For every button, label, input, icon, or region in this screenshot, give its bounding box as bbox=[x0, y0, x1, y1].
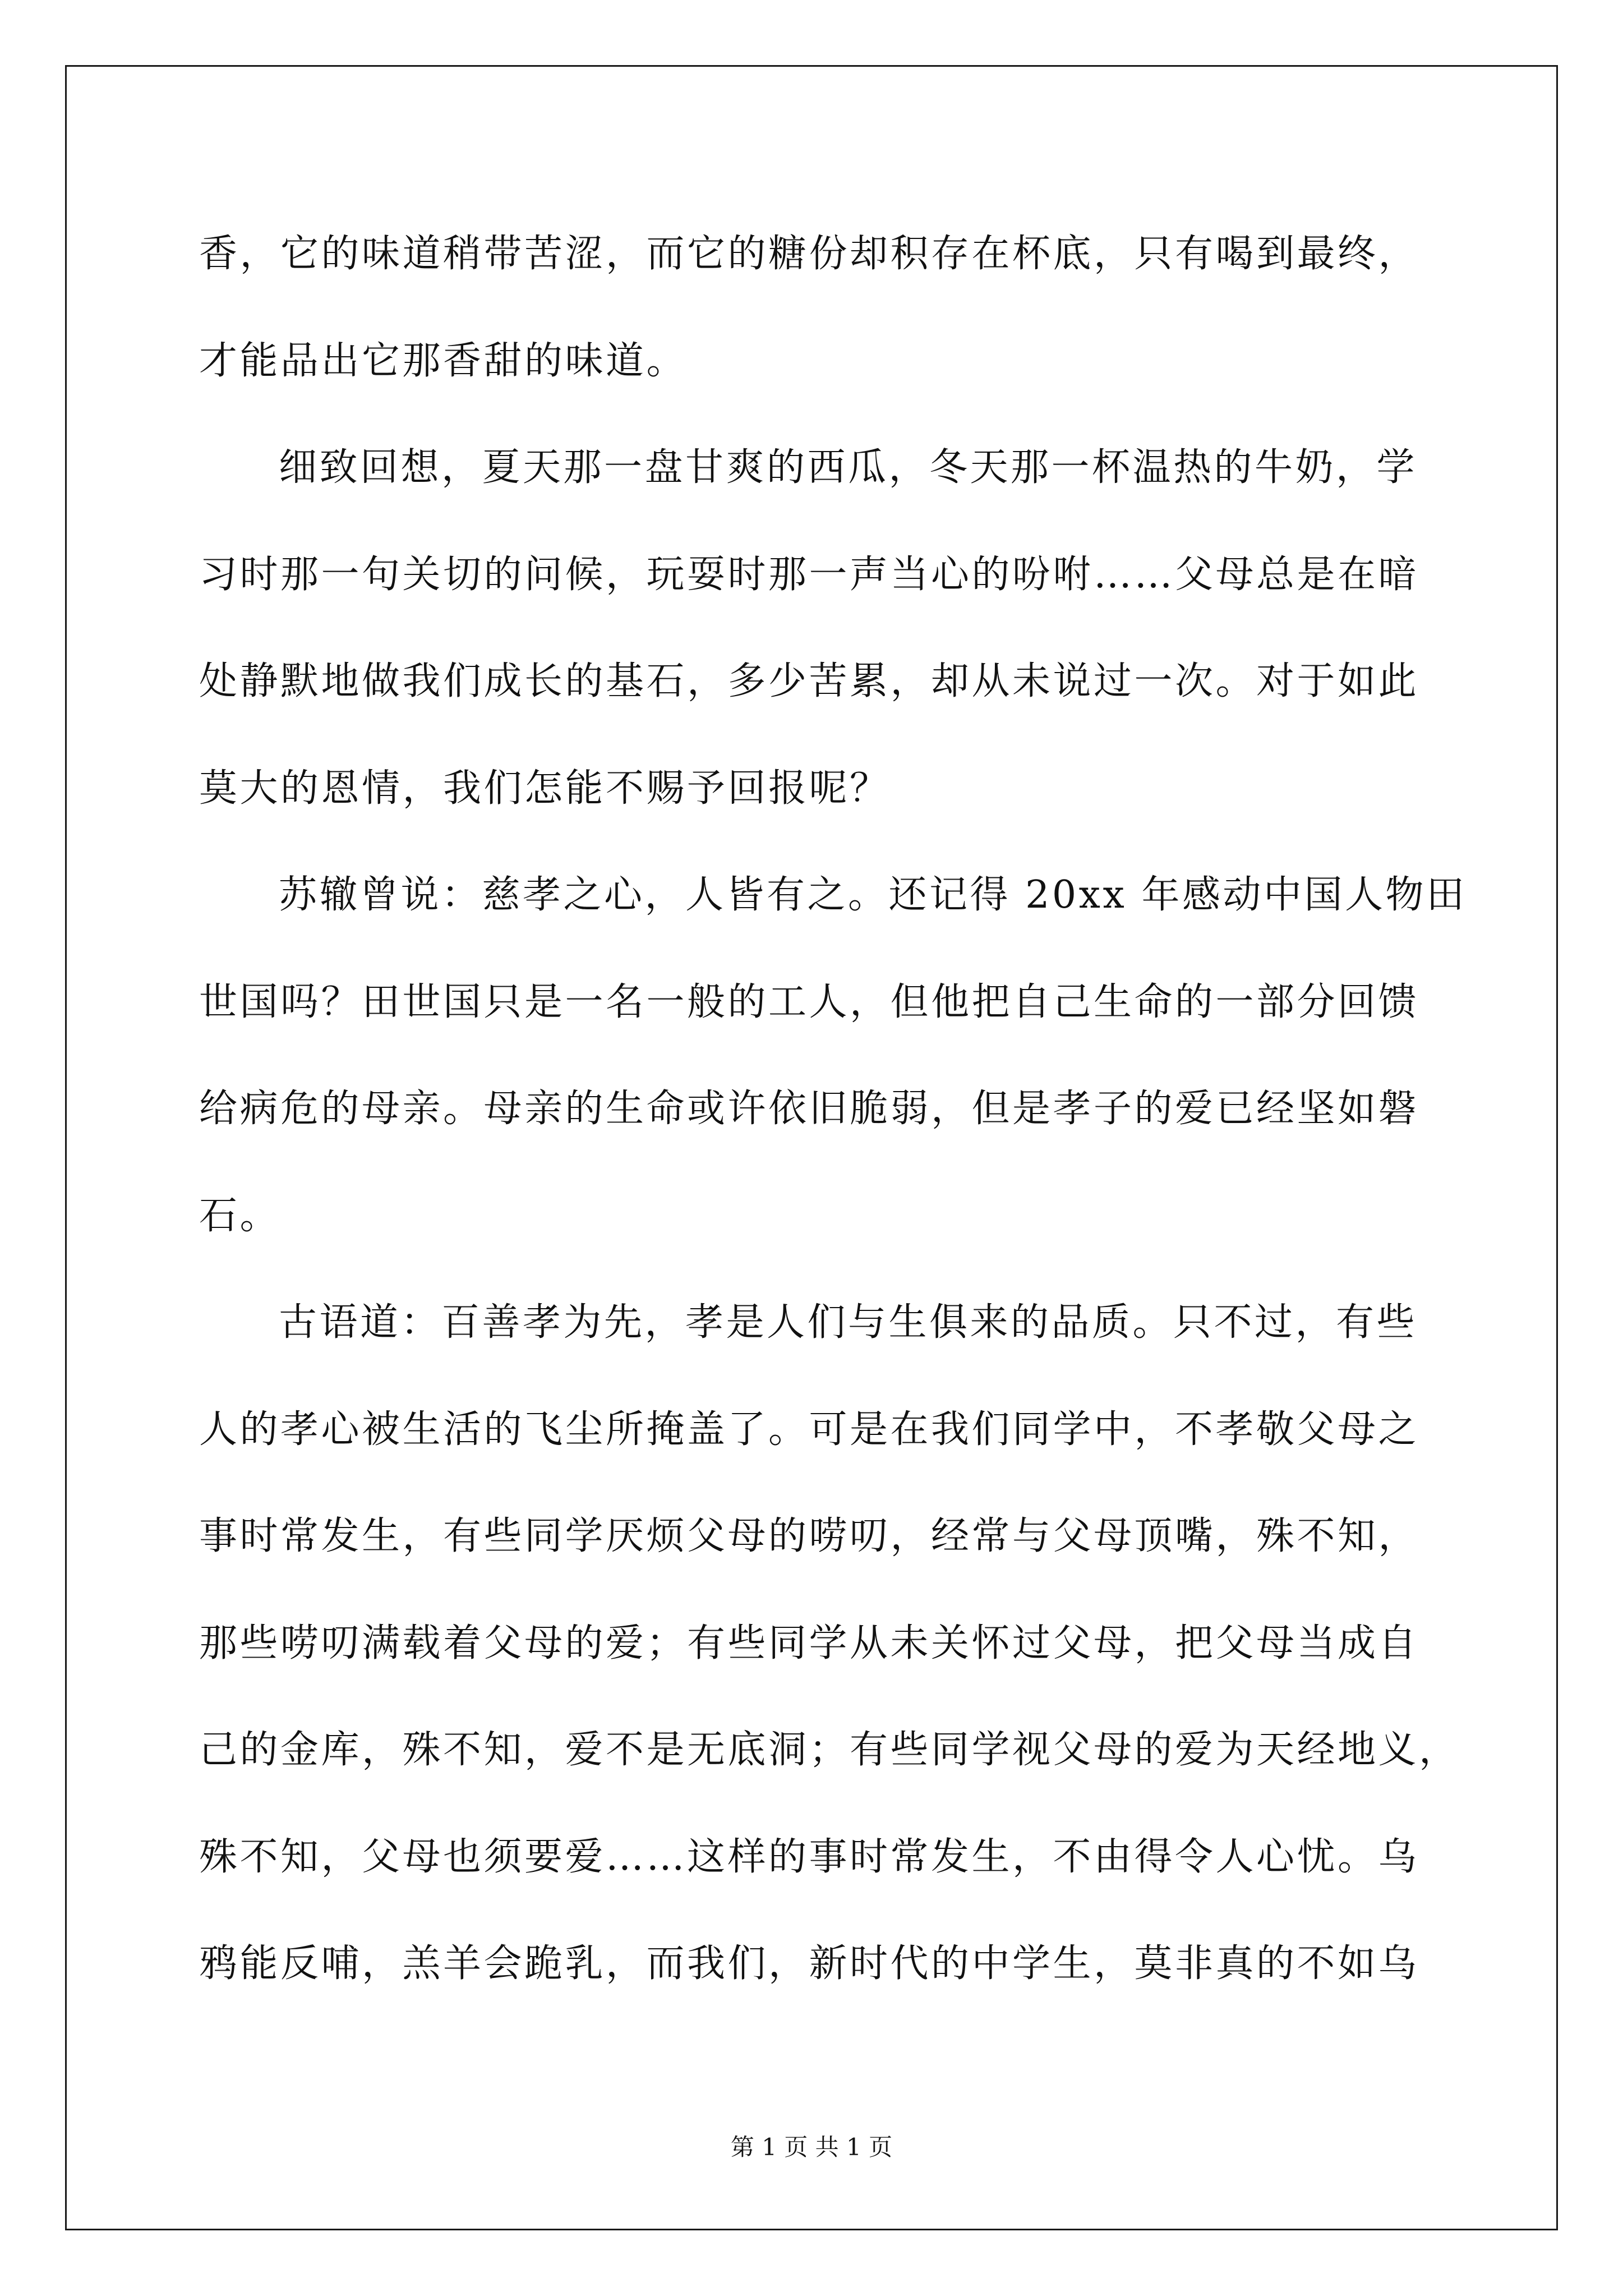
paragraph-first-line: 古语道：百善孝为先，孝是人们与生俱来的品质。只不过，有些 bbox=[279, 1300, 1418, 1345]
paragraph-first-line: 细致回想，夏天那一盘甘爽的西瓜，冬天那一杯温热的牛奶，学 bbox=[279, 445, 1418, 490]
text-line: 香，它的味道稍带苦涩，而它的糖份却积存在杯底，只有喝到最终， bbox=[199, 232, 1419, 276]
text-line: 处静默地做我们成长的基石，多少苦累，却从未说过一次。对于如此 bbox=[199, 659, 1419, 703]
text-line: 石。 bbox=[199, 1193, 281, 1238]
text-line: 莫大的恩情，我们怎能不赐予回报呢？ bbox=[199, 766, 891, 811]
text-line: 殊不知，父母也须要爱……这样的事时常发生，不由得令人心忧。乌 bbox=[199, 1834, 1419, 1879]
text-line: 世国吗？田世国只是一名一般的工人，但他把自己生命的一部分回馈 bbox=[199, 979, 1419, 1024]
document-body bbox=[199, 201, 1467, 2018]
page-number-footer: 第 1 页 共 1 页 bbox=[730, 2133, 893, 2161]
text-line: 己的金库，殊不知，爱不是无底洞；有些同学视父母的爱为天经地义， bbox=[199, 1728, 1460, 1772]
paragraph-first-line: 苏辙曾说：慈孝之心，人皆有之。还记得 20xx 年感动中国人物田 bbox=[279, 873, 1467, 917]
text-line: 那些唠叨满载着父母的爱；有些同学从未关怀过父母，把父母当成自 bbox=[199, 1621, 1419, 1665]
text-line: 鸦能反哺，羔羊会跪乳，而我们，新时代的中学生，莫非真的不如乌 bbox=[199, 1941, 1419, 1986]
text-line: 习时那一句关切的问候，玩耍时那一声当心的吩咐……父母总是在暗 bbox=[199, 552, 1419, 597]
text-line: 才能品出它那香甜的味道。 bbox=[199, 338, 688, 383]
text-line: 给病危的母亲。母亲的生命或许依旧脆弱，但是孝子的爱已经坚如磐 bbox=[199, 1087, 1419, 1131]
text-line: 人的孝心被生活的飞尘所掩盖了。可是在我们同学中，不孝敬父母之 bbox=[199, 1407, 1419, 1452]
text-line: 事时常发生，有些同学厌烦父母的唠叨，经常与父母顶嘴，殊不知， bbox=[199, 1514, 1419, 1558]
